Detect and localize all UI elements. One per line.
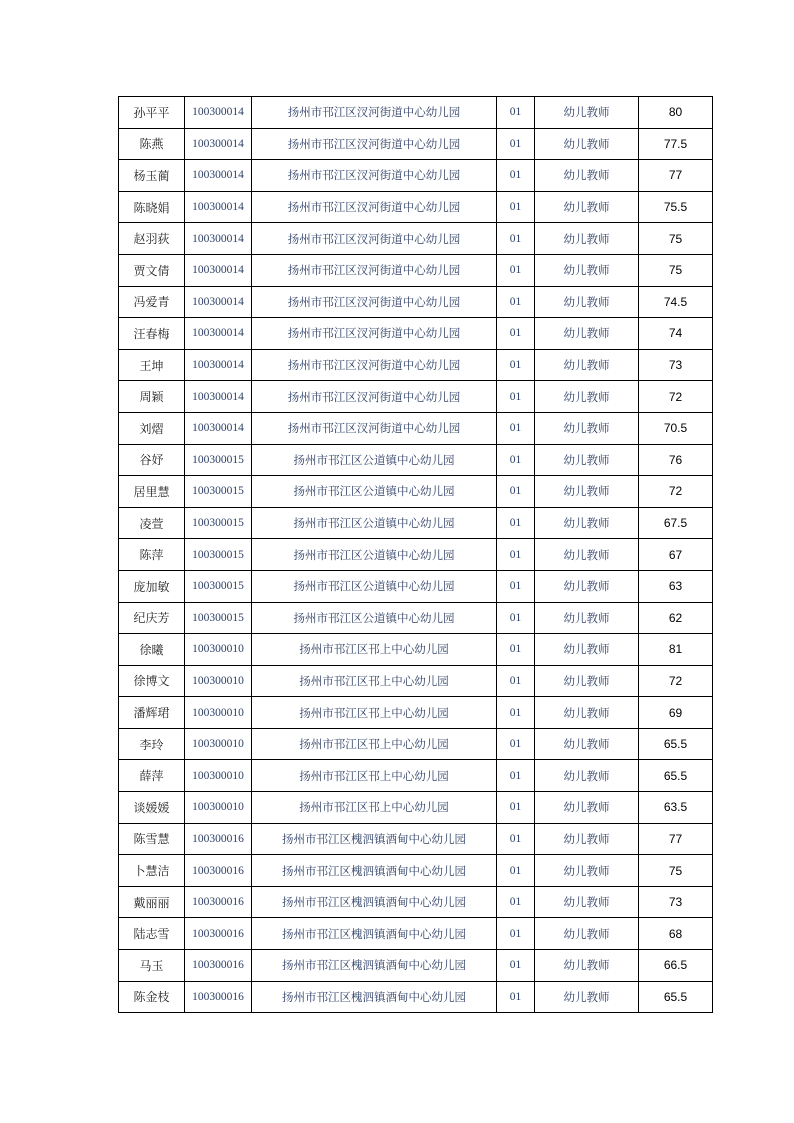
position-code-cell: 100300014 [185,160,252,192]
score-cell: 70.5 [639,412,713,444]
post-number-cell: 01 [497,950,535,982]
score-cell: 72 [639,665,713,697]
position-code-cell: 100300016 [185,855,252,887]
position-code-cell: 100300010 [185,792,252,824]
table-row [119,570,713,602]
position-code-cell: 100300014 [185,286,252,318]
score-cell: 63.5 [639,792,713,824]
score-cell: 80 [639,97,713,129]
table-row [119,697,713,729]
job-title-cell: 幼儿教师 [535,760,639,792]
table-row [119,412,713,444]
candidate-name-cell: 庞加敏 [119,570,185,602]
table-row [119,381,713,413]
position-code-cell: 100300014 [185,254,252,286]
school-name-cell: 扬州市邗江区邗上中心幼儿园 [252,760,497,792]
post-number-cell: 01 [497,318,535,350]
score-cell: 74 [639,318,713,350]
table-row [119,950,713,982]
candidate-name-cell: 孙平平 [119,97,185,129]
score-cell: 73 [639,886,713,918]
job-title-cell: 幼儿教师 [535,97,639,129]
table-row [119,823,713,855]
candidate-name-cell: 陈金枝 [119,981,185,1013]
table-row [119,286,713,318]
school-name-cell: 扬州市邗江区汊河街道中心幼儿园 [252,254,497,286]
score-cell: 74.5 [639,286,713,318]
candidate-name-cell: 陈萍 [119,539,185,571]
position-code-cell: 100300014 [185,318,252,350]
job-title-cell: 幼儿教师 [535,381,639,413]
score-cell: 62 [639,602,713,634]
school-name-cell: 扬州市邗江区汊河街道中心幼儿园 [252,191,497,223]
position-code-cell: 100300016 [185,823,252,855]
candidate-name-cell: 谷妤 [119,444,185,476]
post-number-cell: 01 [497,570,535,602]
position-code-cell: 100300015 [185,539,252,571]
table-row [119,886,713,918]
table-row [119,981,713,1013]
position-code-cell: 100300016 [185,981,252,1013]
post-number-cell: 01 [497,476,535,508]
job-title-cell: 幼儿教师 [535,602,639,634]
post-number-cell: 01 [497,128,535,160]
school-name-cell: 扬州市邗江区槐泗镇酒甸中心幼儿园 [252,823,497,855]
candidate-name-cell: 谈媛媛 [119,792,185,824]
school-name-cell: 扬州市邗江区汊河街道中心幼儿园 [252,318,497,350]
post-number-cell: 01 [497,823,535,855]
job-title-cell: 幼儿教师 [535,128,639,160]
score-cell: 67 [639,539,713,571]
position-code-cell: 100300015 [185,507,252,539]
score-cell: 72 [639,476,713,508]
position-code-cell: 100300014 [185,381,252,413]
school-name-cell: 扬州市邗江区槐泗镇酒甸中心幼儿园 [252,950,497,982]
post-number-cell: 01 [497,918,535,950]
position-code-cell: 100300010 [185,665,252,697]
job-title-cell: 幼儿教师 [535,634,639,666]
table-row [119,918,713,950]
candidate-name-cell: 陈燕 [119,128,185,160]
score-cell: 69 [639,697,713,729]
job-title-cell: 幼儿教师 [535,223,639,255]
position-code-cell: 100300010 [185,634,252,666]
candidate-name-cell: 纪庆芳 [119,602,185,634]
candidate-name-cell: 李玲 [119,728,185,760]
job-title-cell: 幼儿教师 [535,318,639,350]
candidate-name-cell: 徐博文 [119,665,185,697]
candidate-name-cell: 汪春梅 [119,318,185,350]
score-cell: 68 [639,918,713,950]
table-row [119,728,713,760]
candidate-name-cell: 赵羽荻 [119,223,185,255]
candidate-name-cell: 薛萍 [119,760,185,792]
school-name-cell: 扬州市邗江区槐泗镇酒甸中心幼儿园 [252,886,497,918]
post-number-cell: 01 [497,160,535,192]
school-name-cell: 扬州市邗江区公道镇中心幼儿园 [252,539,497,571]
candidate-name-cell: 贾文倩 [119,254,185,286]
job-title-cell: 幼儿教师 [535,950,639,982]
position-code-cell: 100300014 [185,223,252,255]
post-number-cell: 01 [497,602,535,634]
job-title-cell: 幼儿教师 [535,476,639,508]
candidate-name-cell: 戴丽丽 [119,886,185,918]
position-code-cell: 100300015 [185,602,252,634]
score-cell: 77 [639,160,713,192]
job-title-cell: 幼儿教师 [535,349,639,381]
position-code-cell: 100300014 [185,191,252,223]
job-title-cell: 幼儿教师 [535,918,639,950]
candidate-name-cell: 杨玉蔺 [119,160,185,192]
job-title-cell: 幼儿教师 [535,981,639,1013]
score-cell: 66.5 [639,950,713,982]
job-title-cell: 幼儿教师 [535,412,639,444]
school-name-cell: 扬州市邗江区槐泗镇酒甸中心幼儿园 [252,855,497,887]
table-row [119,507,713,539]
post-number-cell: 01 [497,349,535,381]
position-code-cell: 100300010 [185,728,252,760]
candidate-name-cell: 陆志雪 [119,918,185,950]
score-cell: 65.5 [639,728,713,760]
table-row [119,665,713,697]
post-number-cell: 01 [497,539,535,571]
score-cell: 77.5 [639,128,713,160]
post-number-cell: 01 [497,412,535,444]
position-code-cell: 100300014 [185,412,252,444]
job-title-cell: 幼儿教师 [535,160,639,192]
candidate-name-cell: 刘熠 [119,412,185,444]
job-title-cell: 幼儿教师 [535,792,639,824]
score-cell: 63 [639,570,713,602]
score-cell: 75 [639,254,713,286]
post-number-cell: 01 [497,665,535,697]
position-code-cell: 100300016 [185,918,252,950]
school-name-cell: 扬州市邗江区汊河街道中心幼儿园 [252,128,497,160]
score-cell: 67.5 [639,507,713,539]
table-row [119,318,713,350]
post-number-cell: 01 [497,223,535,255]
score-cell: 73 [639,349,713,381]
school-name-cell: 扬州市邗江区汊河街道中心幼儿园 [252,349,497,381]
school-name-cell: 扬州市邗江区公道镇中心幼儿园 [252,476,497,508]
table-row [119,444,713,476]
table-row [119,602,713,634]
school-name-cell: 扬州市邗江区邗上中心幼儿园 [252,728,497,760]
table-row [119,160,713,192]
job-title-cell: 幼儿教师 [535,254,639,286]
post-number-cell: 01 [497,286,535,318]
school-name-cell: 扬州市邗江区汊河街道中心幼儿园 [252,160,497,192]
school-name-cell: 扬州市邗江区槐泗镇酒甸中心幼儿园 [252,918,497,950]
job-title-cell: 幼儿教师 [535,697,639,729]
school-name-cell: 扬州市邗江区汊河街道中心幼儿园 [252,97,497,129]
table-row [119,254,713,286]
score-cell: 75 [639,223,713,255]
score-cell: 65.5 [639,760,713,792]
score-cell: 76 [639,444,713,476]
post-number-cell: 01 [497,444,535,476]
table-row [119,128,713,160]
candidate-name-cell: 冯爱青 [119,286,185,318]
post-number-cell: 01 [497,191,535,223]
table-body [119,97,713,1013]
school-name-cell: 扬州市邗江区汊河街道中心幼儿园 [252,223,497,255]
school-name-cell: 扬州市邗江区汊河街道中心幼儿园 [252,412,497,444]
school-name-cell: 扬州市邗江区公道镇中心幼儿园 [252,570,497,602]
post-number-cell: 01 [497,381,535,413]
post-number-cell: 01 [497,855,535,887]
score-cell: 75 [639,855,713,887]
job-title-cell: 幼儿教师 [535,286,639,318]
score-cell: 72 [639,381,713,413]
candidate-name-cell: 凌萱 [119,507,185,539]
position-code-cell: 100300014 [185,349,252,381]
position-code-cell: 100300010 [185,760,252,792]
table-row [119,539,713,571]
table-row [119,476,713,508]
post-number-cell: 01 [497,634,535,666]
school-name-cell: 扬州市邗江区汊河街道中心幼儿园 [252,381,497,413]
job-title-cell: 幼儿教师 [535,823,639,855]
table-row [119,191,713,223]
post-number-cell: 01 [497,728,535,760]
candidate-score-table [118,96,713,1013]
school-name-cell: 扬州市邗江区邗上中心幼儿园 [252,634,497,666]
job-title-cell: 幼儿教师 [535,570,639,602]
school-name-cell: 扬州市邗江区公道镇中心幼儿园 [252,444,497,476]
post-number-cell: 01 [497,981,535,1013]
post-number-cell: 01 [497,697,535,729]
table-row [119,223,713,255]
job-title-cell: 幼儿教师 [535,444,639,476]
table-row [119,855,713,887]
score-cell: 77 [639,823,713,855]
position-code-cell: 100300014 [185,97,252,129]
job-title-cell: 幼儿教师 [535,507,639,539]
table-row [119,349,713,381]
job-title-cell: 幼儿教师 [535,665,639,697]
school-name-cell: 扬州市邗江区邗上中心幼儿园 [252,792,497,824]
job-title-cell: 幼儿教师 [535,539,639,571]
school-name-cell: 扬州市邗江区公道镇中心幼儿园 [252,507,497,539]
school-name-cell: 扬州市邗江区公道镇中心幼儿园 [252,602,497,634]
position-code-cell: 100300016 [185,950,252,982]
post-number-cell: 01 [497,886,535,918]
position-code-cell: 100300010 [185,697,252,729]
job-title-cell: 幼儿教师 [535,728,639,760]
candidate-name-cell: 居里慧 [119,476,185,508]
score-cell: 81 [639,634,713,666]
job-title-cell: 幼儿教师 [535,191,639,223]
post-number-cell: 01 [497,792,535,824]
position-code-cell: 100300015 [185,570,252,602]
candidate-name-cell: 王坤 [119,349,185,381]
post-number-cell: 01 [497,97,535,129]
post-number-cell: 01 [497,254,535,286]
candidate-name-cell: 陈晓娟 [119,191,185,223]
table-row [119,792,713,824]
job-title-cell: 幼儿教师 [535,855,639,887]
school-name-cell: 扬州市邗江区邗上中心幼儿园 [252,697,497,729]
school-name-cell: 扬州市邗江区邗上中心幼儿园 [252,665,497,697]
candidate-name-cell: 陈雪慧 [119,823,185,855]
table-row [119,634,713,666]
score-cell: 75.5 [639,191,713,223]
candidate-name-cell: 卜慧洁 [119,855,185,887]
school-name-cell: 扬州市邗江区汊河街道中心幼儿园 [252,286,497,318]
table-row [119,97,713,129]
school-name-cell: 扬州市邗江区槐泗镇酒甸中心幼儿园 [252,981,497,1013]
candidate-name-cell: 徐曦 [119,634,185,666]
position-code-cell: 100300015 [185,444,252,476]
score-cell: 65.5 [639,981,713,1013]
candidate-name-cell: 潘辉珺 [119,697,185,729]
position-code-cell: 100300014 [185,128,252,160]
candidate-name-cell: 周颖 [119,381,185,413]
job-title-cell: 幼儿教师 [535,886,639,918]
candidate-name-cell: 马玉 [119,950,185,982]
post-number-cell: 01 [497,760,535,792]
position-code-cell: 100300015 [185,476,252,508]
post-number-cell: 01 [497,507,535,539]
position-code-cell: 100300016 [185,886,252,918]
table-row [119,760,713,792]
